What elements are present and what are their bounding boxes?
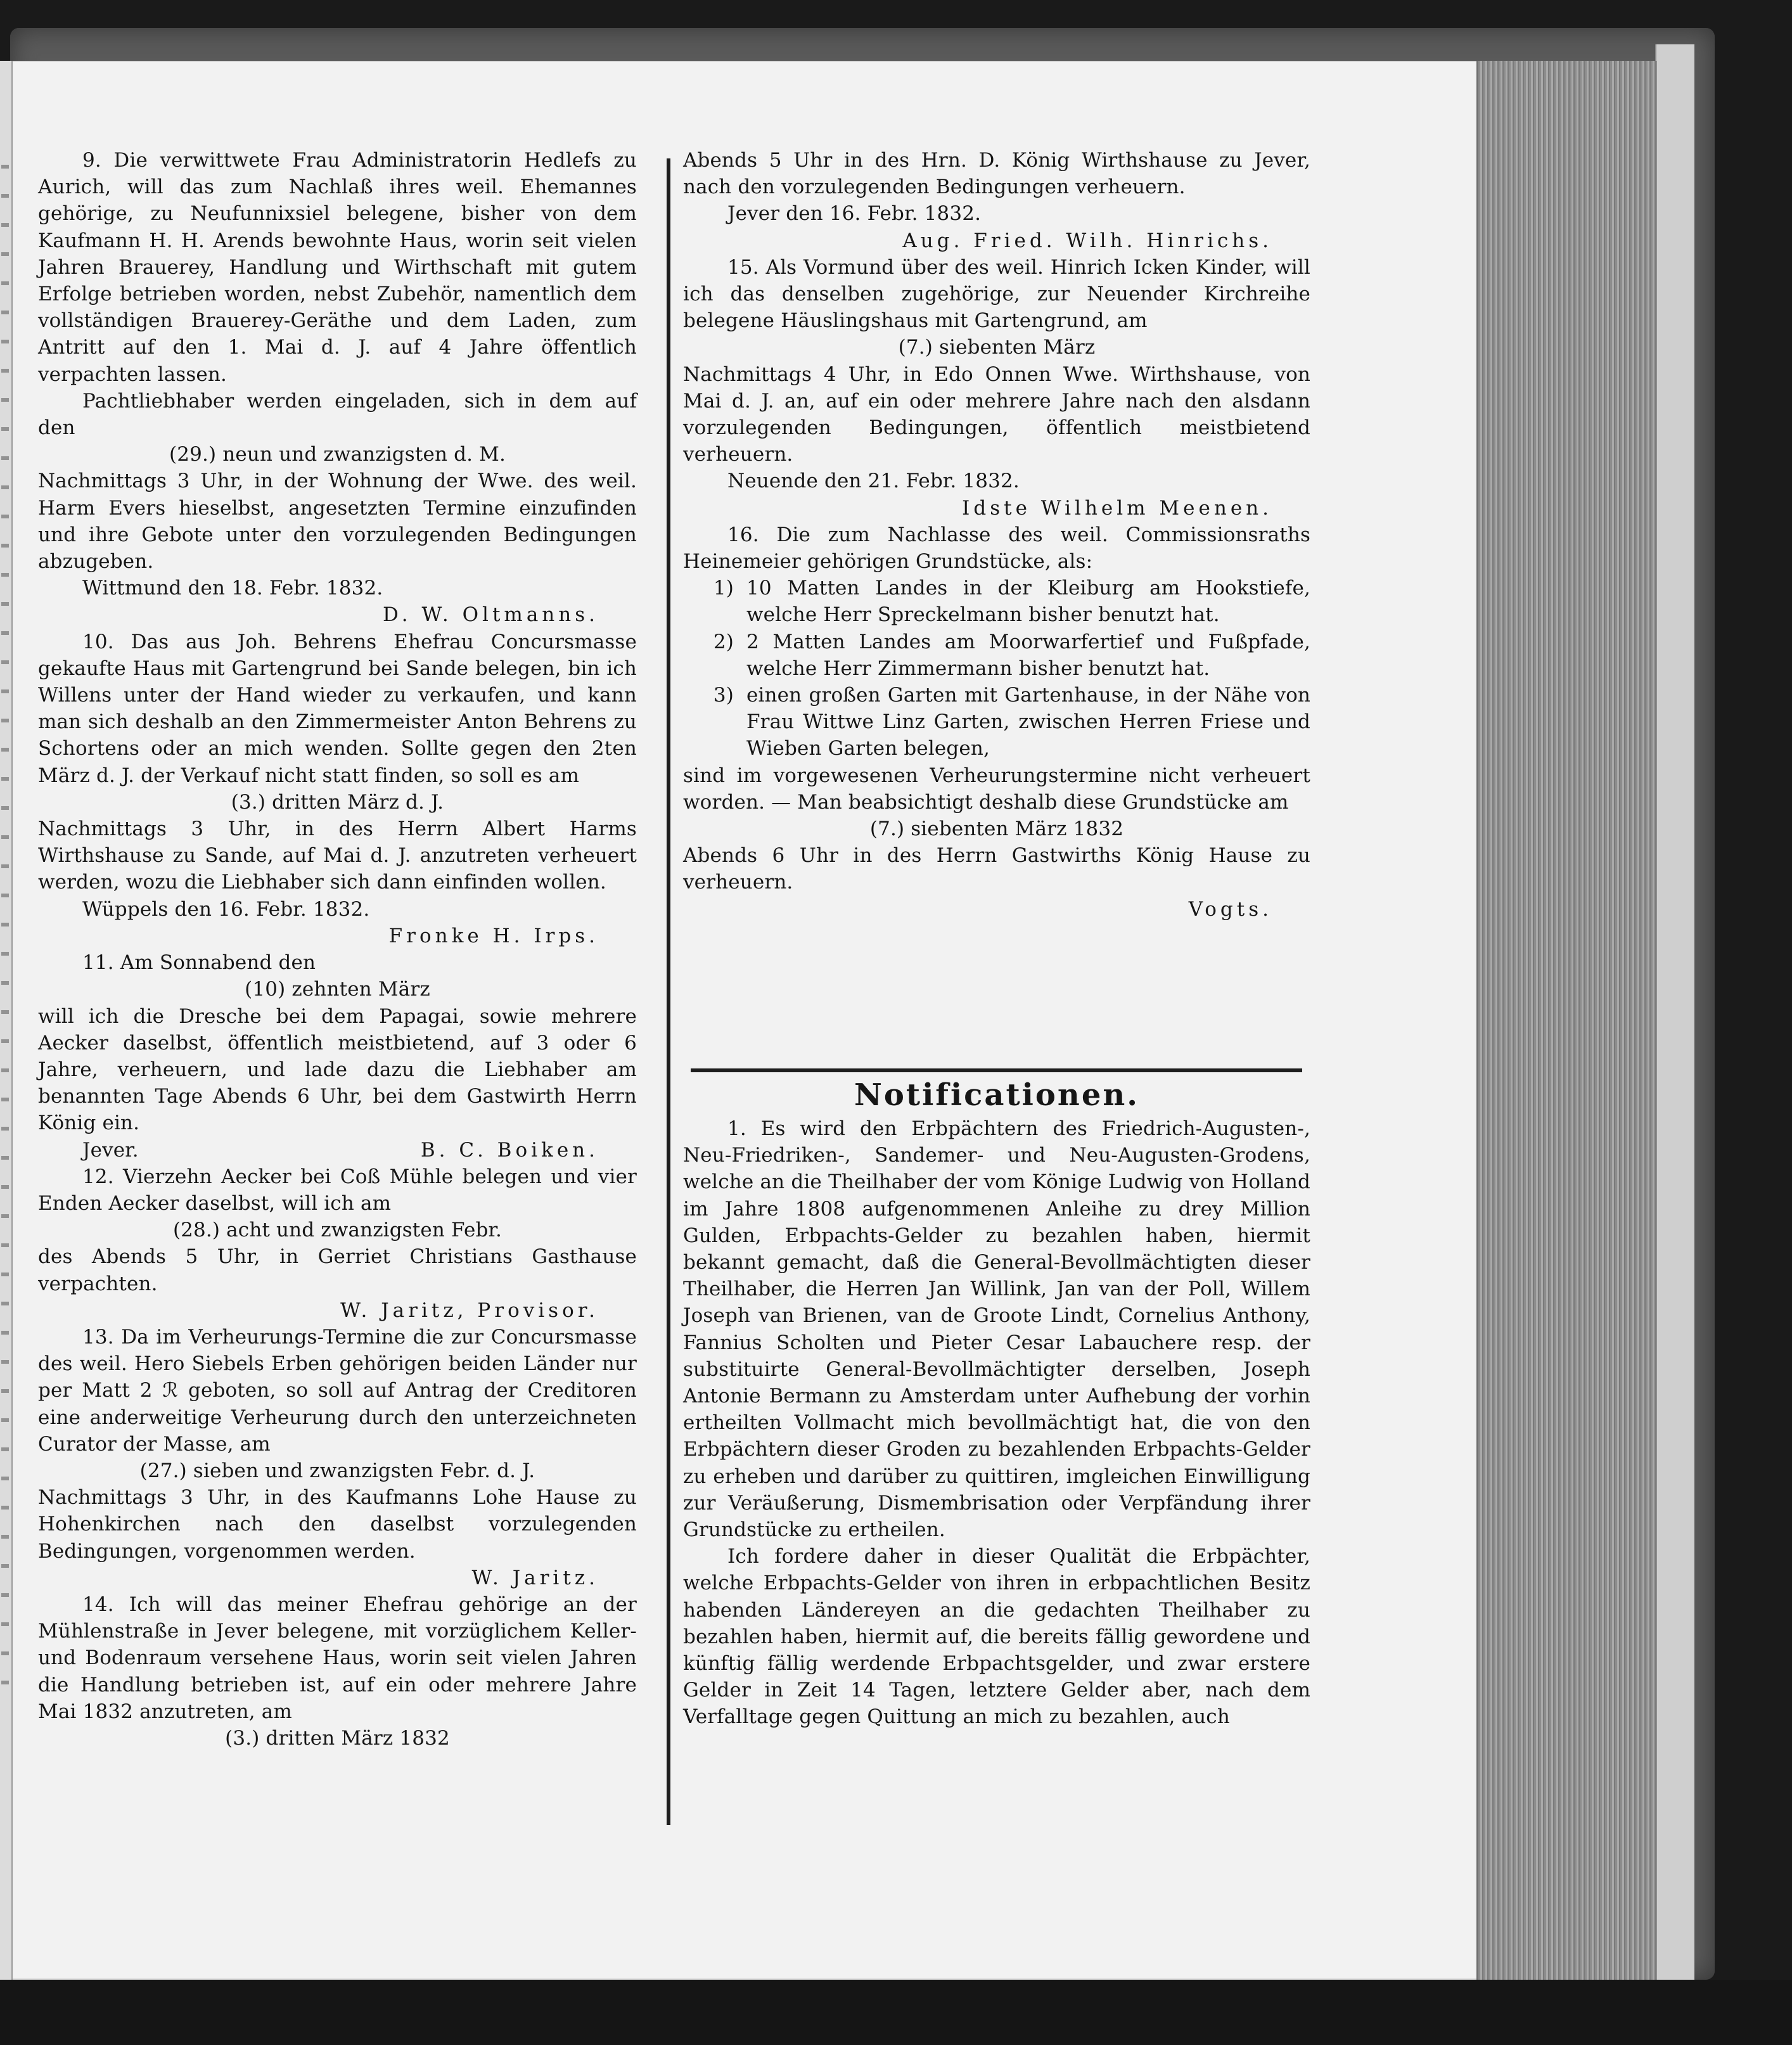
date-line: (27.) sieben und zwanzigsten Febr. d. J. <box>139 1459 535 1482</box>
left-column <box>38 147 637 1752</box>
paragraph: 11. Am Sonnabend den <box>82 951 316 975</box>
paragraph: 10. Das aus Joh. Behrens Ehefrau Concursmasse gekaufte Haus mit Gartengrund bei Sande belegen, bin ich Willens unter der Hand wieder zu verkaufen, und kann man sich deshalb an den Zimmermeister Anton Behrens zu Schortens oder an mich wenden. Sollte gegen den 2ten März d. J. der Verkauf nicht statt finden, so soll es am <box>38 630 637 787</box>
date-line: (3.) dritten März d. J. <box>231 790 444 814</box>
paragraph: 15. Als Vormund über des weil. Hinrich Icken Kinder, will ich das denselben zugehörige, zur Neuender Kirchreihe belegene Häuslingshaus mit Gartengrund, am <box>683 255 1310 333</box>
page-block-rim <box>1655 44 1694 1984</box>
paragraph-continuation: Abends 5 Uhr in des Hrn. D. König Wirthshause zu Jever, nach den vorzulegenden Bedingungen verheuern. <box>683 149 1310 199</box>
paragraph: 14. Ich will das meiner Ehefrau gehörige an der Mühlenstraße in Jever belegene, mit vorzüglichem Keller- und Bodenraum versehene Haus, worin seit vielen Jahren die Handlung betrieben ist, auf ein oder mehrere Jahre Mai 1832 anzutreten, am <box>38 1593 637 1723</box>
paragraph: 16. Die zum Nachlasse des weil. Commissionsraths Heinemeier gehörigen Grundstücke, als: <box>683 523 1310 574</box>
paragraph: 1. Es wird den Erbpächtern des Friedrich-Augusten-, Neu-Friedriken-, Sandemer- und Neu-Augusten-Grodens, welche an die Theilhaber der vom Könige Ludwig von Holland im Jahre 1808 aufgenommenen Anleihe zu drey Million Gulden, Erbpachts-Gelder zu bezahlen haben, hiermit bekannt gemacht, daß die General-Bevollmächtigten dieser Theilhaber, die Herren Jan Willink, Jan van der Poll, Willem Joseph van Brienen, van de Groote Lindt, Cornelius Anthony, Fannius Scholten und Pieter Cesar Labauchere resp. der substituirte General-Bevollmächtigter derselben, Joseph Antonie Bermann zu Amsterdam unter Aufhebung der vorhin ertheilten Vollmacht mich bevollmächtigt hat, die von den Erbpächtern dieser Groden zu bezahlenden Erbpachts-Gelder zu erheben und darüber zu quittiren, imgleichen Einwilligung zur Veräußerung, Dismembrisation oder Verpfändung ihrer Grundstücke zu ertheilen. <box>683 1117 1310 1542</box>
column-rule <box>667 158 670 1825</box>
paragraph-continuation: Nachmittags 3 Uhr, in des Herrn Albert Harms Wirthshause zu Sande, auf Mai d. J. anzutreten verheuert werden, wozu die Liebhaber sich dann einfinden wollen. <box>38 817 637 894</box>
paragraph-continuation: Nachmittags 3 Uhr, in des Kaufmanns Lohe Hause zu Hohenkirchen nach den daselbst vorzulegenden Bedingungen, vorgenommen werden. <box>38 1486 637 1563</box>
paragraph-continuation: des Abends 5 Uhr, in Gerriet Christians Gasthause verpachten. <box>38 1245 637 1295</box>
paragraph: 12. Vierzehn Aecker bei Coß Mühle belegen und vier Enden Aecker daselbst, will ich am <box>38 1165 637 1215</box>
item-number: 1) <box>713 577 734 600</box>
notifications-column <box>683 1115 1310 1731</box>
paragraph-continuation: will ich die Dresche bei dem Papagai, sowie mehrere Aecker daselbst, öffentlich meistbietend, auf 3 oder 6 Jahre, verheuern, und lade dazu die Liebhaber am benannten Tage Abends 6 Uhr, bei dem Gastwirth Herrn König ein. <box>38 1004 637 1135</box>
section-rule <box>691 1068 1302 1072</box>
signature: W. Jaritz, Provisor. <box>340 1298 599 1322</box>
item-text: einen großen Garten mit Gartenhause, in der Nähe von Frau Wittwe Linz Garten, zwischen Herren Friese und Wieben Garten belegen, <box>746 684 1310 760</box>
signature: Vogts. <box>1188 897 1272 921</box>
signature-line <box>38 1137 637 1164</box>
scan-background <box>0 1980 1792 2045</box>
paragraph: 9. Die verwittwete Frau Administratorin Hedlefs zu Aurich, will das zum Nachlaß ihres weil. Ehemannes gehörige, zu Neufunnixsiel belegene, bisher von dem Kaufmann H. H. Arends bewohnte Haus, worin seit vielen Jahren Brauerey, Handlung und Wirthschaft mit gutem Erfolge betrieben worden, nebst Zubehör, namentlich dem vollständigen Brauerey-Geräthe und dem Laden, zum Antritt auf den 1. Mai d. J. auf 4 Jahre öffentlich verpachten lassen. <box>38 149 637 386</box>
signature: Idste Wilhelm Meenen. <box>962 496 1272 520</box>
right-column <box>683 147 1310 923</box>
paragraph-continuation: Nachmittags 3 Uhr, in der Wohnung der Wwe. des weil. Harm Evers hieselbst, angesetzten Termine einzufinden und ihre Gebote unter den vorzulegenden Bedingungen abzugeben. <box>38 470 637 574</box>
item-number: 2) <box>713 630 734 653</box>
item-number: 3) <box>713 684 734 707</box>
signature: Aug. Fried. Wilh. Hinrichs. <box>902 229 1272 252</box>
signature: Fronke H. Irps. <box>388 924 599 947</box>
date-line: (7.) siebenten März <box>898 336 1096 359</box>
place-label: Jever. <box>82 1138 139 1162</box>
gutter-bleed-text <box>1 165 9 1686</box>
paragraph: 13. Da im Verheurungs-Termine die zur Concursmasse des weil. Hero Siebels Erben gehörigen beiden Länder nur per Matt 2 ℛ geboten, so soll auf Antrag der Creditoren eine anderweitige Verheurung durch den unterzeichneten Curator der Masse, am <box>38 1325 637 1456</box>
date-line: (29.) neun und zwanzigsten d. M. <box>169 443 506 466</box>
enumerated-item <box>683 682 1310 762</box>
item-text: 2 Matten Landes am Moorwarfertief und Fußpfade, welche Herr Zimmermann bisher benutzt hat. <box>746 630 1310 680</box>
signature: D. W. Oltmanns. <box>383 603 599 627</box>
enumerated-item <box>683 629 1310 682</box>
signature: B. C. Boiken. <box>420 1138 599 1162</box>
paragraph-continuation: sind im vorgewesenen Verheurungstermine nicht verheuert worden. — Man beabsichtigt deshalb diese Grundstücke am <box>683 764 1310 814</box>
paragraph: Jever den 16. Febr. 1832. <box>727 202 982 226</box>
page-fore-edge <box>1476 61 1657 1980</box>
enumerated-item <box>683 575 1310 628</box>
paragraph-continuation: Nachmittags 4 Uhr, in Edo Onnen Wwe. Wirthshause, von Mai d. J. an, auf ein oder mehrere Jahre nach den alsdann vorzulegenden Bedingungen, öffentlich meistbietend verheuern. <box>683 362 1310 466</box>
paragraph: Wüppels den 16. Febr. 1832. <box>82 897 370 921</box>
date-line: (3.) dritten März 1832 <box>225 1726 450 1750</box>
paragraph: Ich fordere daher in dieser Qualität die Erbpächter, welche Erbpachts-Gelder von ihren in erbpachtlichen Besitz habenden Ländereyen an die gedachten Theilhaber zu bezahlen haben, hiermit auf, die bereits fällig gewordene und künftig fällig werdende Erbpachtsgelder, und zwar erstere Gelder in Zeit 14 Tagen, letztere Gelder aber, nach dem Verfalltage gegen Quittung an mich zu bezahlen, auch <box>683 1545 1310 1729</box>
paragraph: Pachtliebhaber werden eingeladen, sich in dem auf den <box>38 389 637 440</box>
paragraph: Neuende den 21. Febr. 1832. <box>727 470 1020 493</box>
date-line: (28.) acht und zwanzigsten Febr. <box>172 1219 502 1242</box>
section-heading: Notificationen. <box>854 1077 1139 1113</box>
date-line: (10) zehnten März <box>245 978 430 1001</box>
date-line: (7.) siebenten März 1832 <box>869 817 1124 841</box>
signature: W. Jaritz. <box>471 1566 599 1589</box>
paragraph: Wittmund den 18. Febr. 1832. <box>82 577 383 600</box>
item-text: 10 Matten Landes in der Kleiburg am Hookstiefe, welche Herr Spreckelmann bisher benutzt hat. <box>746 577 1310 627</box>
paragraph-continuation: Abends 6 Uhr in des Herrn Gastwirths König Hause zu verheuern. <box>683 844 1310 894</box>
